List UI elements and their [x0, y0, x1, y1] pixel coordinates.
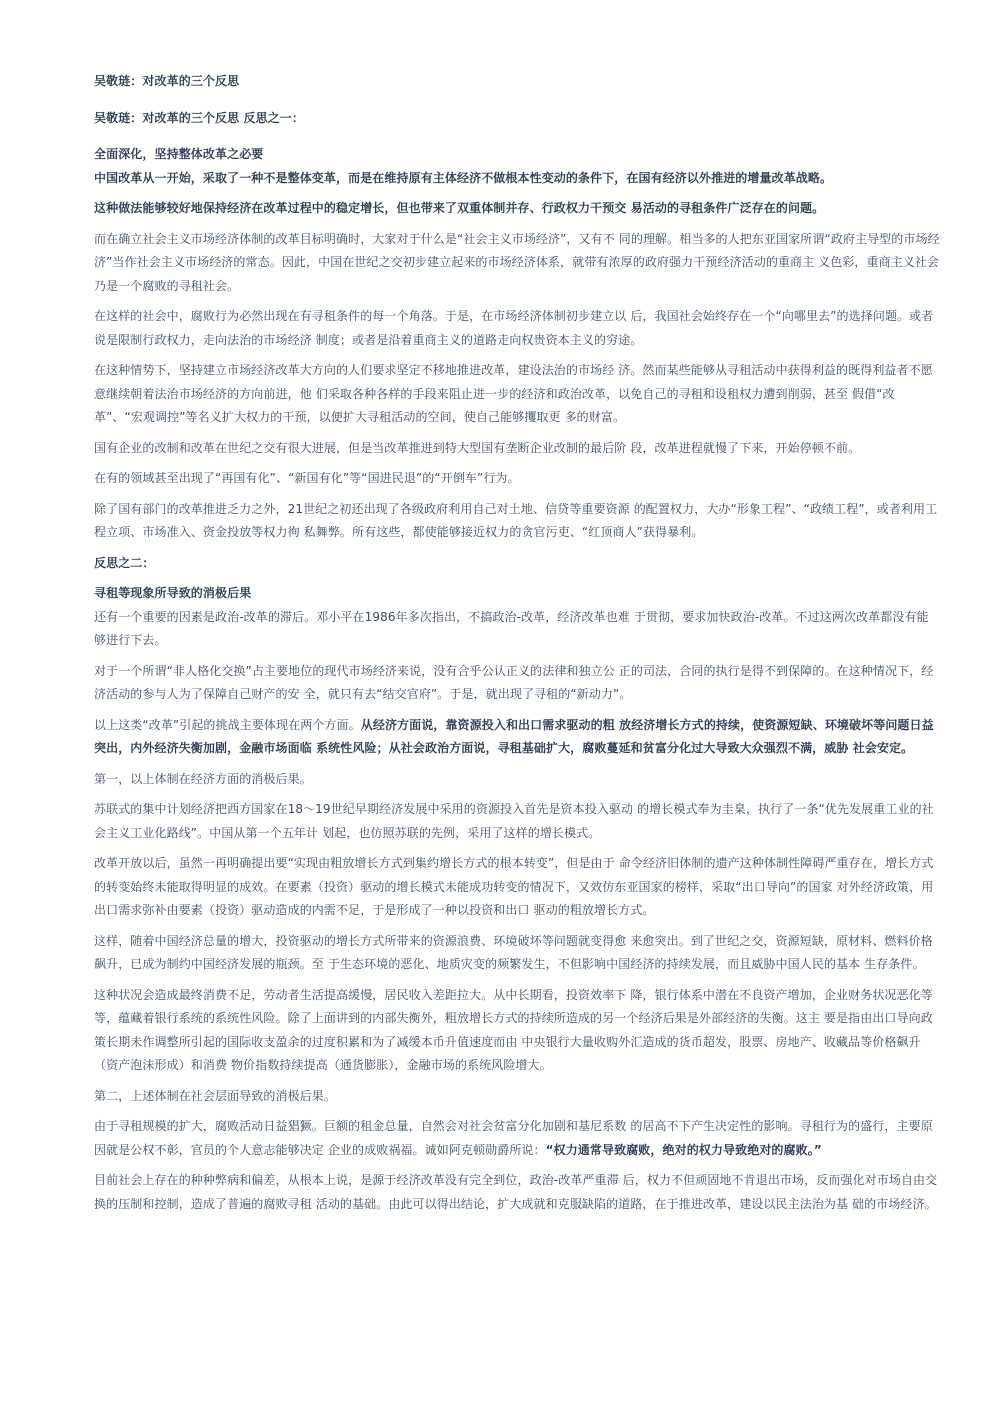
- paragraph-7: 还有一个重要的因素是政治-改革的滞后。邓小平在1986年多次指出，不搞政治-改革，经济改革也难 于贯彻，要求加快政治-改革。不过这两次改革都没有能够进行下去。: [94, 609, 929, 647]
- paragraph-6: 除了国有部门的改革推进乏力之外，21世纪之初还出现了各级政府利用自己对土地、信贷等重要资源 的配置权力，大办“形象工程”、“政绩工程”，或者利用工程立项、市场准入、资金投放等权力徇 私舞弊。所有这些，都使能够接近权力的贪官污吏、“红顶商人”获得暴利。: [94, 501, 938, 539]
- bold-paragraph-1: 中国改革从一开始，采取了一种不是整体变革，而是在维持原有主体经济不做根本性变动的条件下，在国有经济以外推进的增量改革战略。: [94, 170, 833, 185]
- paragraph-2: 在这样的社会中，腐败行为必然出现在有寻租条件的每一个角落。于是，在市场经济体制初步建立以 后，我国社会始终存在一个“向哪里去”的选择问题。或者说是限制行政权力，走向法治的市场经济 制度；或者是沿着重商主义的道路走向权贵资本主义的穷途。: [94, 309, 934, 347]
- paragraph-17: 目前社会上存在的种种弊病和偏差，从根本上说，是源于经济改革没有完全到位，政治-改革严重滞 后，权力不但顽固地不肯退出市场，反而强化对市场自由交换的压制和控制，造成了普遍的腐败寻租 活动的基础。由此可以得出结论，扩大成就和克服缺陷的道路，在于推进改革，建设以民主法治为基 础的市场经济。: [94, 1173, 938, 1211]
- paragraph-16-lead: 由于寻租规模的扩大，腐败活动日益猖獗。巨额的租金总量，自然会对社会贫富分化加剧和基尼系数 的居高不下产生决定性的影响。寻租行为的盛行，主要原因就是公权不彰，官员的个人意志能够决定 企业的成败祸福。诚如阿克顿勋爵所说：: [94, 1119, 933, 1157]
- section-heading-3: 寻租等现象所导致的消极后果: [94, 586, 252, 600]
- section-heading-1: 全面深化，坚持整体改革之必要: [94, 147, 264, 161]
- paragraph-4: 国有企业的改制和改革在世纪之交有很大进展，但是当改革推进到特大型国有垄断企业改制的最后阶 段，改革进程就慢了下来，开始停顿不前。: [94, 440, 861, 455]
- paragraph-8: 对于一个所谓“非人格化交换”占主要地位的现代市场经济来说，没有合乎公认正义的法律和独立公 正的司法，合同的执行是得不到保障的。在这种情况下，经济活动的参与人为了保障自己财产的安 全，就只有去“结交官府”。于是，就出现了寻租的“新动力”。: [94, 663, 934, 701]
- paragraph-10: 第一，以上体制在经济方面的消极后果。: [94, 771, 312, 786]
- acton-quote: “权力通常导致腐败，绝对的权力导致绝对的腐败。”: [545, 1142, 822, 1157]
- paragraph-16: [94, 1115, 940, 1162]
- paragraph-11: 苏联式的集中计划经济把西方国家在18～19世纪早期经济发展中采用的资源投入首先是资本投入驱动 的增长模式奉为圭臬，执行了一条“优先发展重工业的社会主义工业化路线”。中国从第一个五年计 划起，也仿照苏联的先例，采用了这样的增长模式。: [94, 802, 934, 840]
- document-title: 吴敬琏：对改革的三个反思: [94, 74, 240, 88]
- paragraph-9-bold: 从经济方面说，靠资源投入和出口需求驱动的粗 放经济增长方式的持续，使资源短缺、环境破坏等问题日益突出，内外经济失衡加剧，金融市场面临 系统性风险；从社会政治方面说，寻租基础扩大，腐败蔓延和贫富分化过大导致大众强烈不满，威胁 社会安定。: [94, 717, 934, 755]
- bold-paragraph-2: 这种做法能够较好地保持经济在改革过程中的稳定增长，但也带来了双重体制并存、行政权力干预交 易活动的寻租条件广泛存在的问题。: [94, 201, 825, 215]
- section-heading-2: 反思之二：: [94, 555, 155, 570]
- paragraph-3: 在这种情势下，坚持建立市场经济改革大方向的人们要求坚定不移地推进改革，建设法治的市场经 济。然而某些能够从寻租活动中获得利益的既得利益者不愿意继续朝着法治市场经济的方向前进，他 们采取各种各样的手段来阻止进一步的经济和政治改革，以免自己的寻租和设租权力遭到削弱，甚至 假借“改革”、“宏观调控”等名义扩大权力的干预，以便扩大寻租活动的空间，使自己能够攫取更 多的财富。: [94, 363, 933, 424]
- paragraph-1: 而在确立社会主义市场经济体制的改革目标明确时，大家对于什么是“社会主义市场经济”，又有不 同的理解。相当多的人把东亚国家所谓“政府主导型的市场经济”当作社会主义市场经济的常态。因此，中国在世纪之交初步建立起来的市场经济体系，就带有浓厚的政府强力干预经济活动的重商主 义色彩，重商主义社会乃是一个腐败的寻租社会。: [94, 231, 940, 293]
- paragraph-9: [94, 714, 940, 761]
- paragraph-13: 这样，随着中国经济总量的增大，投资驱动的增长方式所带来的资源浪费、环境破坏等问题就变得愈 来愈突出。到了世纪之交，资源短缺，原材料、燃料价格飙升，已成为制约中国经济发展的瓶颈。至 于生态环境的恶化、地质灾变的频繁发生，不但影响中国经济的持续发展，而且威胁中国人民的基本 生存条件。: [94, 933, 933, 971]
- paragraph-15: 第二，上述体制在社会层面导致的消极后果。: [94, 1088, 337, 1103]
- paragraph-9-lead: 以上这类“改革”引起的挑战主要体现在两个方面。: [94, 717, 361, 732]
- paragraph-12: 改革开放以后，虽然一再明确提出要“实现由粗放增长方式到集约增长方式的根本转变”，但是由于 命令经济旧体制的遗产这种体制性障碍严重存在，增长方式的转变始终未能取得明显的成效。在要素（投资）驱动的增长模式未能成功转变的情况下，又效仿东亚国家的榜样，采取“出口导向”的国家 对外经济政策，用出口需求弥补由要素（投资）驱动造成的内需不足，于是形成了一种以投资和出口 驱动的粗放增长方式。: [94, 856, 934, 917]
- paragraph-5: 在有的领域甚至出现了“再国有化”、“新国有化”等“国进民退”的“开倒车”行为。: [94, 471, 520, 485]
- paragraph-14: 这种状况会造成最终消费不足，劳动者生活提高缓慢，居民收入差距拉大。从中长期看，投资效率下 降，银行体系中潜在不良资产增加，企业财务状况恶化等等，蕴藏着银行系统的系统性风险。除了上面讲到的内部失衡外，粗放增长方式的持续所造成的另一个经济后果是外部经济的失衡。这主 要是指由出口导向政策长期未作调整所引起的国际收支盈余的过度积累和为了减缓本币升值速度而由 中央银行大量收购外汇造成的货币超发，股票、房地产、收藏品等价格飙升（资产泡沫形成）和消费 物价指数持续提高（通货膨胀），金融市场的系统风险增大。: [94, 987, 933, 1072]
- document-subtitle: 吴敬琏：对改革的三个反思 反思之一：: [94, 110, 304, 125]
